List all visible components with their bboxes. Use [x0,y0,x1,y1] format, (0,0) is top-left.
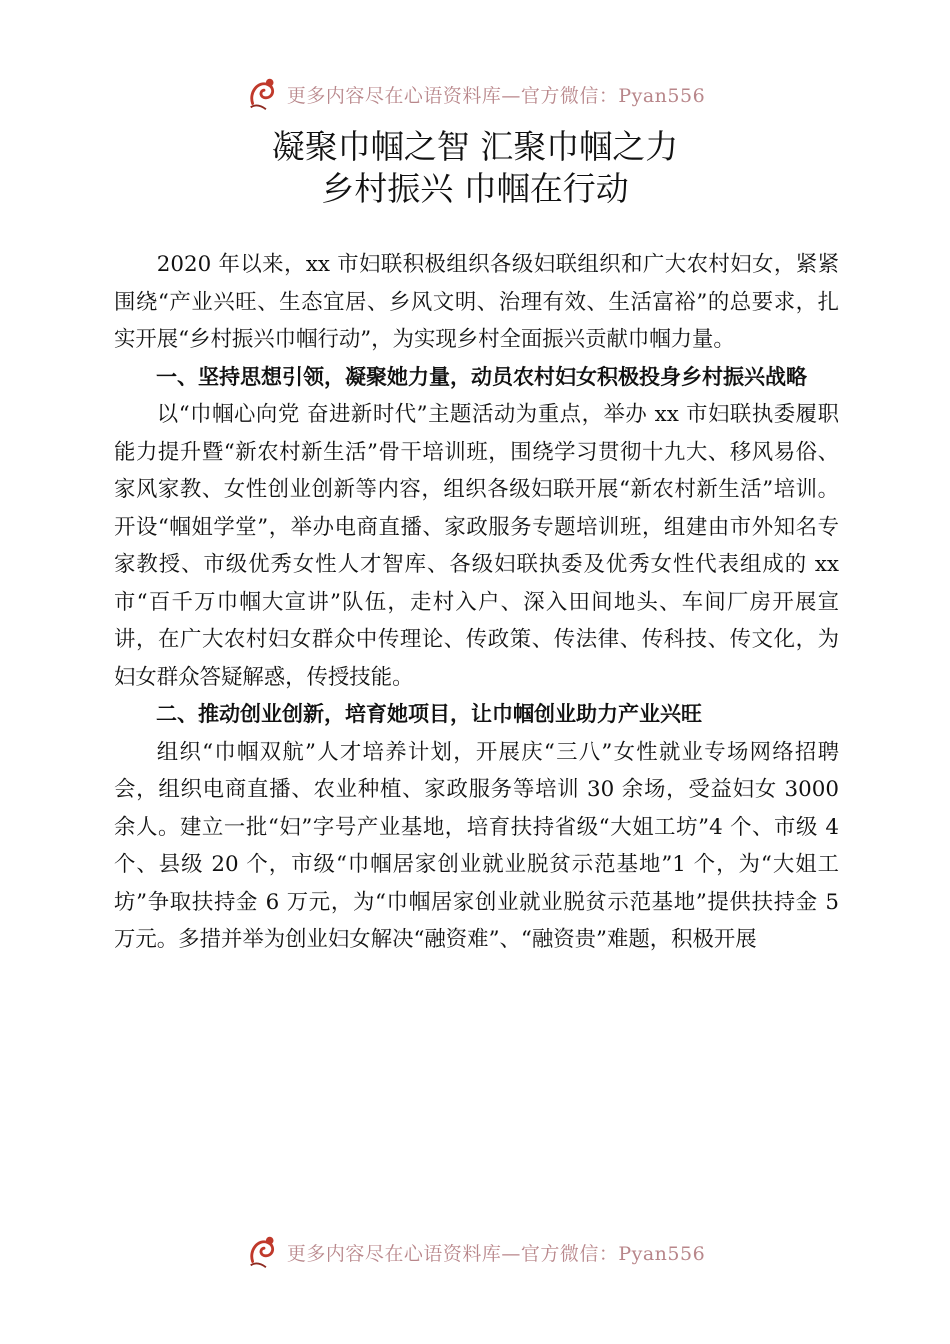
document-title-line-1: 凝聚巾帼之智 汇聚巾帼之力 [271,127,679,166]
section-2-heading: 二、推动创业创新，培育她项目，让巾帼创业助力产业兴旺 [156,702,702,726]
watermark-text: 更多内容尽在心语资料库—官方微信：Pyan556 [286,84,706,107]
watermark-text: 更多内容尽在心语资料库—官方微信：Pyan556 [286,1242,706,1265]
section-1-paragraph: 以“巾帼心向党 奋进新时代”主题活动为重点，举办 xx 市妇联执委履职能力提升暨“新农村新生活”骨干培训班，围绕学习贯彻十九大、移风易俗、家风家教、女性创业创新等内容，组织各级妇联开展“新农村新生活”培训。开设“帼姐学堂”，举办电商直播、家政服务专题培训班，组建由市外知名专家教授、市级优秀女性人才智库、各级妇联执委及优秀女性代表组成的 xx 市“百千万巾帼大宣讲”队伍，走村入户、深入田间地头、车间厂房开展宣讲，在广大农村妇女群众中传理论、传政策、传法律、传科技、传文化，为妇女群众答疑解惑，传授技能。 [114,402,839,690]
section-2-paragraph: 组织“巾帼双航”人才培养计划，开展庆“三八”女性就业专场网络招聘会，组织电商直播、农业种植、家政服务等培训 30 余场，受益妇女 3000 余人。建立一批“妇”字号产业基地，培育扶持省级“大姐工坊”4 个、市级 4 个、县级 20 个，市级“巾帼居家创业就业脱贫示范基地”1 个，为“大姐工坊”争取扶持金 6 万元，为“巾帼居家创业就业脱贫示范基地”提供扶持金 5 万元。多措并举为创业妇女解决“融资难”、“融资贵”难题，积极开展 [114,739,839,952]
red-flower-swirl-icon [245,75,283,113]
red-flower-swirl-icon [245,1233,283,1271]
watermark-header [0,74,950,114]
watermark-footer [0,1232,950,1272]
section-1-heading: 一、坚持思想引领，凝聚她力量，动员农村妇女积极投身乡村振兴战略 [156,364,807,389]
document-body [114,246,839,959]
document-title-line-2: 乡村振兴 巾帼在行动 [321,169,629,208]
intro-paragraph: 2020 年以来，xx 市妇联积极组织各级妇联组织和广大农村妇女，紧紧围绕“产业兴旺、生态宜居、乡风文明、治理有效、生活富裕”的总要求，扎实开展“乡村振兴巾帼行动”，为实现乡村全面振兴贡献巾帼力量。 [114,252,839,352]
